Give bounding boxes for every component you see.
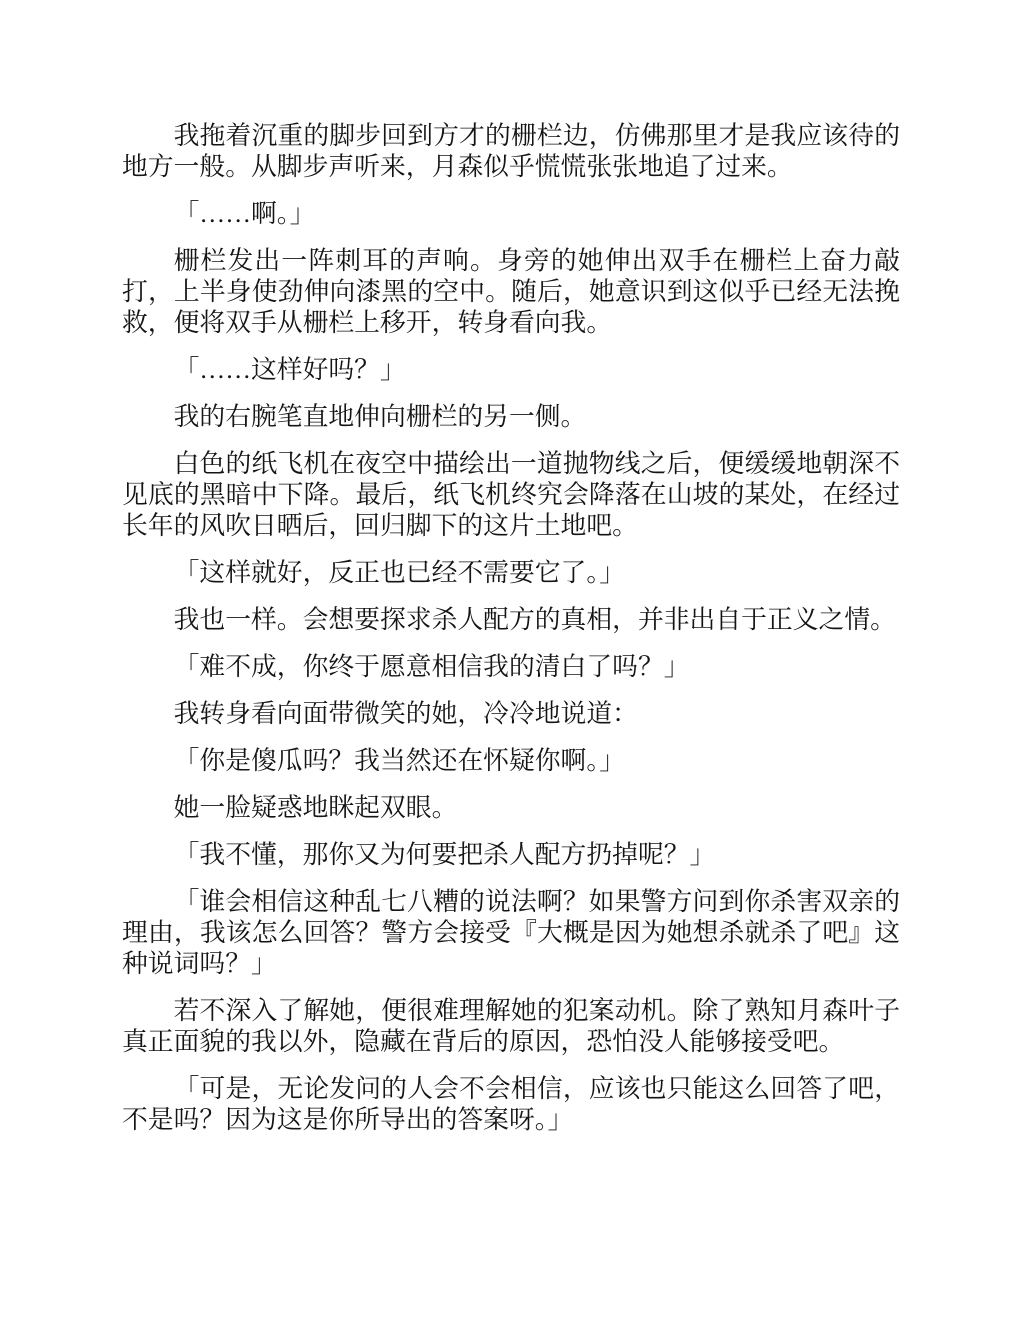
dialogue-paragraph: 「……这样好吗？」: [173, 355, 406, 384]
narration-paragraph: 白色的纸飞机在夜空中描绘出一道抛物线之后，便缓缓地朝深不见底的黑暗中下降。最后，纸飞机终究会降落在山坡的某处，在经过长年的风吹日晒后，回归脚下的这片土地吧。: [122, 449, 900, 540]
narration-paragraph: 我转身看向面带微笑的她，冷冷地说道：: [173, 699, 638, 728]
dialogue-paragraph: 「我不懂，那你又为何要把杀人配方扔掉呢？」: [173, 840, 716, 869]
narration-paragraph: 我拖着沉重的脚步回到方才的栅栏边，仿佛那里才是我应该待的地方一般。从脚步声听来，月森似乎慌慌张张地追了过来。: [122, 121, 900, 181]
dialogue-paragraph: 「难不成，你终于愿意相信我的清白了吗？」: [173, 652, 690, 681]
dialogue-paragraph: 「……啊。」: [173, 199, 316, 228]
dialogue-paragraph: 「可是，无论发问的人会不会相信，应该也只能这么回答了吧，不是吗？因为这是你所导出的答案呀。」: [122, 1074, 900, 1134]
narration-paragraph: 我也一样。会想要探求杀人配方的真相，并非出自于正义之情。: [173, 605, 896, 634]
text-block: [122, 120, 900, 1135]
dialogue-paragraph: 「谁会相信这种乱七八糟的说法啊？如果警方问到你杀害双亲的理由，我该怎么回答？警方会接受『大概是因为她想杀就杀了吧』这种说词吗？」: [122, 887, 900, 978]
narration-paragraph: 她一脸疑惑地眯起双眼。: [173, 793, 458, 822]
dialogue-paragraph: 「你是傻瓜吗？我当然还在怀疑你啊。」: [173, 746, 626, 775]
dialogue-paragraph: 「这样就好，反正也已经不需要它了。」: [173, 558, 626, 587]
narration-paragraph: 栅栏发出一阵刺耳的声响。身旁的她伸出双手在栅栏上奋力敲打，上半身使劲伸向漆黑的空中。随后，她意识到这似乎已经无法挽救，便将双手从栅栏上移开，转身看向我。: [122, 246, 900, 337]
narration-paragraph: 若不深入了解她，便很难理解她的犯案动机。除了熟知月森叶子真正面貌的我以外，隐藏在背后的原因，恐怕没人能够接受吧。: [122, 996, 900, 1056]
narration-paragraph: 我的右腕笔直地伸向栅栏的另一侧。: [173, 402, 587, 431]
